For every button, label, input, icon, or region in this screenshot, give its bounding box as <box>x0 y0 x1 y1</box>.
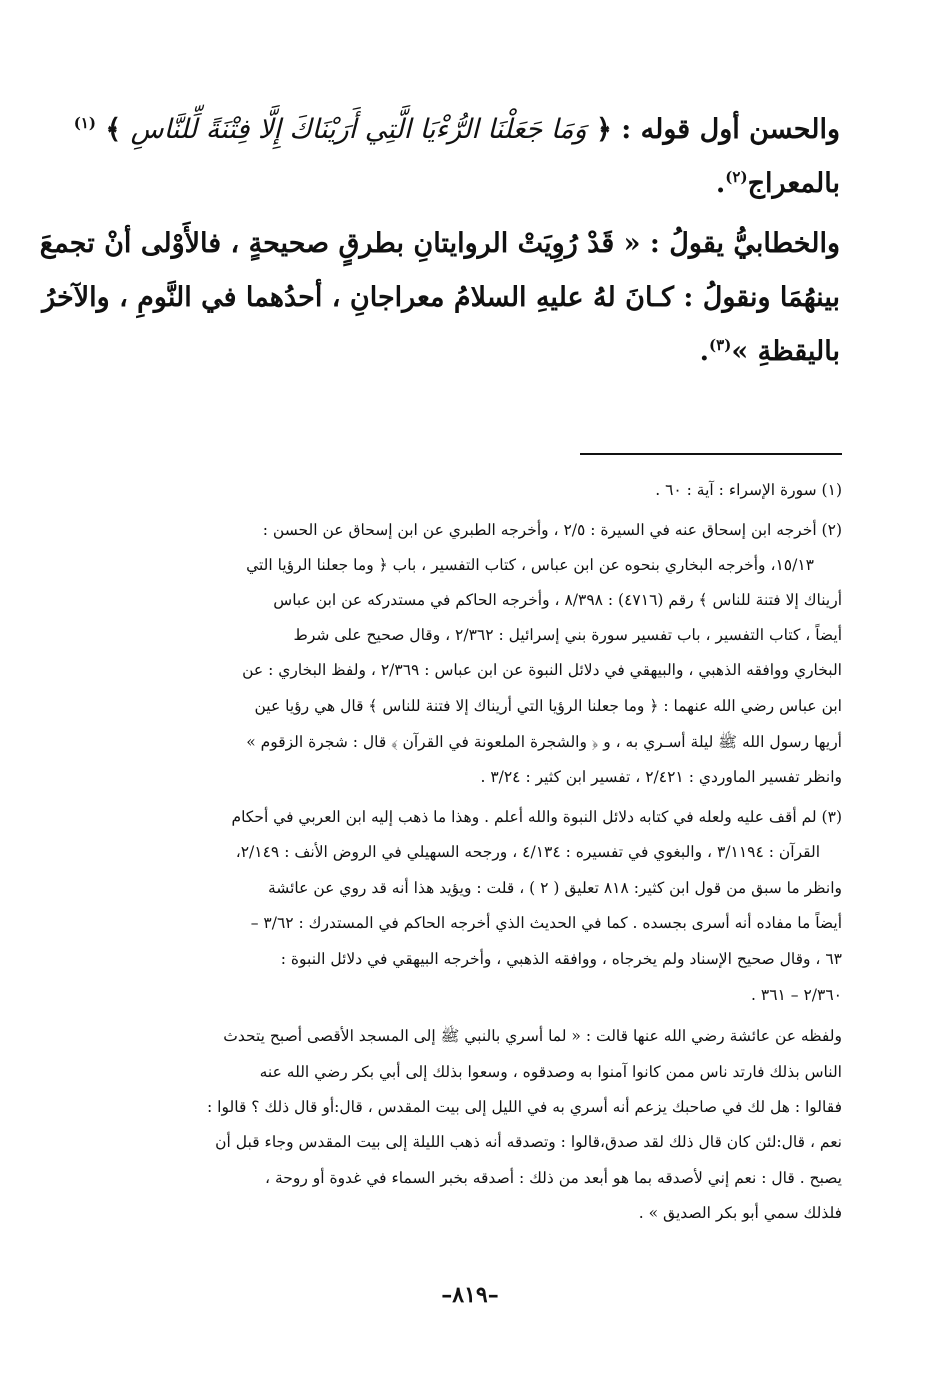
footnote-line: الناس بذلك فارتد ناس ممن كانوا آمنوا به وصدقوه ، وسعوا بذلك إلى أبي بكر رضي الله عنه <box>259 1063 842 1081</box>
footnote-line: القرآن : ٣/١١٩٤ ، والبغوي في تفسيره : ٤/١٣٤ ، ورجحه السهيلي في الروض الأنف : ٢/١٤٩، <box>235 843 820 861</box>
main-text-segment: باليقظةِ » <box>731 336 840 367</box>
footnote-marker-1[interactable]: (١) <box>73 114 96 132</box>
main-text-line: بينهُمَا ونقولُ : كـانَ لهُ عليهِ السلامُ معراجانِ ، أحدُهما في النَّومِ ، والآخرُ <box>42 282 840 313</box>
main-text-period: . <box>715 168 726 199</box>
footnote-line: (٢) أخرجه ابن إسحاق عنه في السيرة : ٢/٥ ، وأخرجه الطبري عن ابن إسحاق عن الحسن : <box>262 521 842 539</box>
main-text-segment: بالمعراج <box>747 168 840 199</box>
footnote-line: فلذلك سمي أبو بكر الصديق » . <box>638 1204 842 1222</box>
footnote-line: البخاري ووافقه الذهبي ، والبيهقي في دلائل النبوة عن ابن عباس : ٢/٣٦٩ ، ولفظ البخاري : عن <box>242 661 842 679</box>
main-text-line <box>700 334 840 369</box>
footnote-line: ١٥/١٣، وأخرجه البخاري بنحوه عن ابن عباس ، كتاب التفسير ، باب ﴿ وما جعلنا الرؤيا التي <box>246 556 814 574</box>
footnote-line: وانظر ما سبق من قول ابن كثير: ٨١٨ تعليق ( ٢ ) ، قلت : ويؤيد هذا أنه قد روي عن عائشة <box>267 879 842 897</box>
footnote-line: أيضاً ، كتاب التفسير ، باب تفسير سورة بني إسرائيل : ٢/٣٦٢ ، وقال صحيح على شرط <box>293 626 842 644</box>
main-text-period: . <box>699 336 710 367</box>
footnote-line: أريناك إلا فتنة للناس ﴾ رقم (٤٧١٦) : ٨/٣٩٨ ، وأخرجه الحاكم في مستدركه عن ابن عباس <box>273 591 842 609</box>
footnote-marker-3[interactable]: (٣) <box>709 336 732 354</box>
main-text-line <box>74 112 840 147</box>
quran-close-bracket: ﴾ <box>105 114 122 145</box>
footnote-line: وانظر تفسير الماوردي : ٢/٤٢١ ، تفسير ابن كثير : ٣/٢٤ . <box>480 768 842 786</box>
footnote-line: ٦٣ ، وقال صحيح الإسناد ولم يخرجاه ، ووافقه الذهبي ، وأخرجه البيهقي في دلائل النبوة : <box>280 950 842 968</box>
footnote-line: ابن عباس رضي الله عنهما : ﴿ وما جعلنا الرؤيا التي أريناك إلا فتنة للناس ﴾ قال هي رؤيا عين <box>254 697 842 715</box>
footnote-line: ٢/٣٦٠ – ٣٦١ . <box>751 986 842 1004</box>
footnote-marker-2[interactable]: (٢) <box>725 168 748 186</box>
footnote-line: (٣) لم أقف عليه ولعله في كتابه دلائل النبوة والله أعلم . وهذا ما ذهب إليه ابن العربي في أحكام <box>231 808 842 826</box>
footnote-line: أيضاً ما مفاده أنه أسرى بجسده . كما في الحديث الذي أخرجه الحاكم في المستدرك : ٣/٦٢ – <box>250 914 842 932</box>
page-number: –٨١٩– <box>441 1282 499 1308</box>
quran-verse: وَمَا جَعَلْنَا الرُّءْيَا الَّتِي أَرَيْنَاكَ إِلَّا فِتْنَةً لِّلنَّاسِ <box>130 114 587 145</box>
main-text-line: والخطابيُّ يقولُ : « قَدْ رُوِيَتْ الروايتانِ بطرقٍ صحيحةٍ ، فالأَوْلى أنْ تجمعَ <box>39 228 840 259</box>
footnote-line: ولفظه عن عائشة رضي الله عنها قالت : « لما أسري بالنبي ﷺ إلى المسجد الأقصى أصبح يتحدث <box>223 1027 842 1045</box>
main-text-line <box>716 166 840 201</box>
footnote-separator <box>580 453 842 455</box>
footnote-line: (١) سورة الإسراء : آية : ٦٠ . <box>655 481 842 499</box>
main-text-segment: والحسن أول قوله : ﴿ <box>596 114 840 145</box>
footnote-line: أريها رسول الله ﷺ ليلة أسـري به ، و ﴿ والشجرة الملعونة في القرآن ﴾ قال : شجرة الزقوم » <box>246 733 842 751</box>
footnote-line: فقالوا : هل لك في صاحبك يزعم أنه أسري به في الليل إلى بيت المقدس ، قال:أو قال ذلك ؟ قالوا : <box>207 1098 842 1116</box>
footnote-line: نعم ، قال:لئن كان قال ذلك لقد صدق،قالوا : وتصدقه أنه ذهب الليلة إلى بيت المقدس وجاء قبل أن <box>215 1133 842 1151</box>
footnote-line: يصبح . قال : نعم إني لأصدقه بما هو أبعد من ذلك : أصدقه بخبر السماء في غدوة أو روحة ، <box>265 1169 842 1187</box>
